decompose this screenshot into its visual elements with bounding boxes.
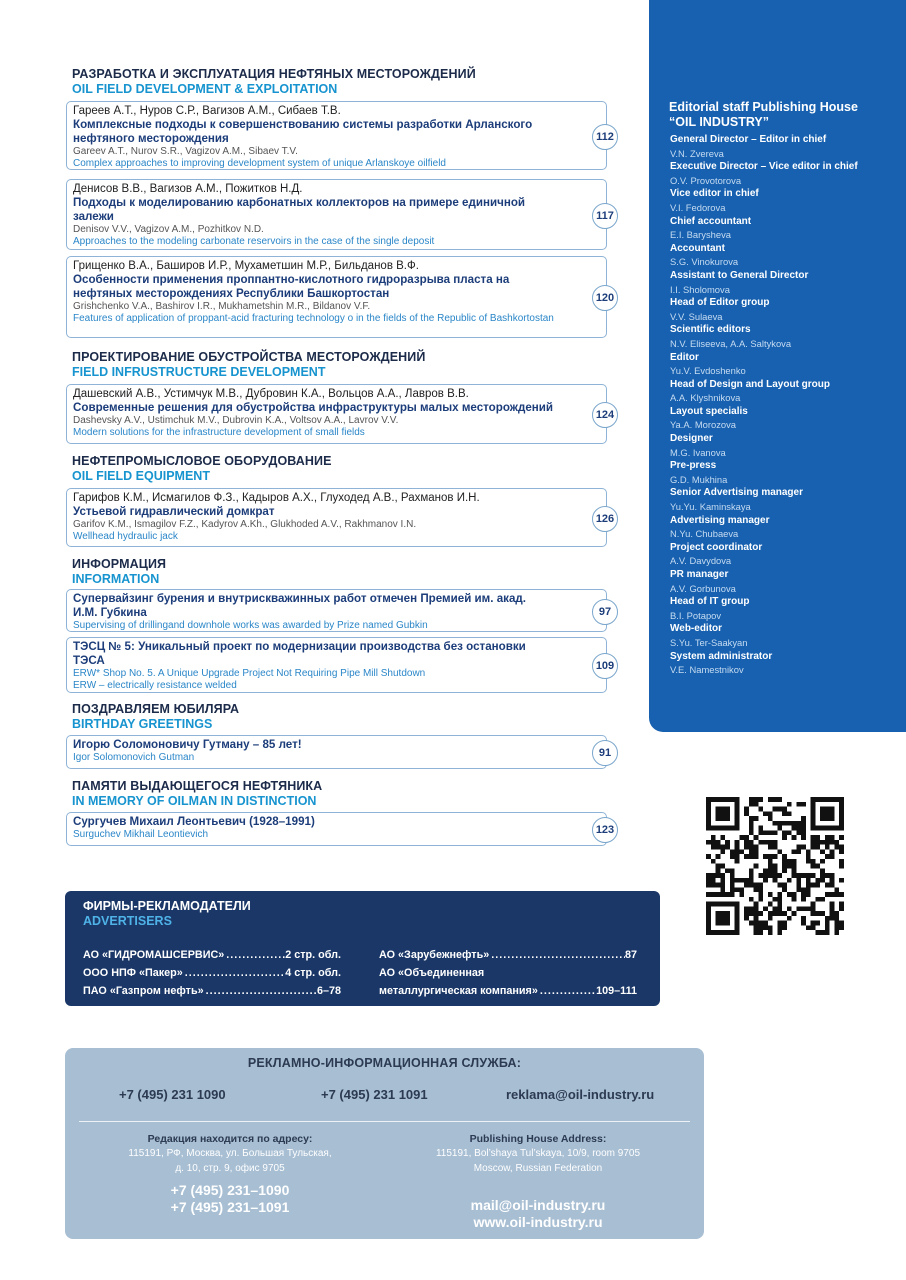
article-entry[interactable] [66, 812, 615, 846]
contact-divider [79, 1121, 690, 1122]
article-authors-en: Grishchenko V.A., Bashirov I.R., Mukhametshin M.R., Bildanov V.F. [73, 301, 371, 312]
section-header-birthday [72, 702, 612, 732]
page-number-badge[interactable]: 91 [592, 740, 618, 766]
advertiser-row[interactable] [83, 982, 341, 1000]
website-link[interactable]: www.oil-industry.ru [473, 1214, 603, 1230]
staff-name: V.E. Namestnikov [670, 664, 744, 676]
article-authors-ru: Денисов В.В., Вагизов А.М., Пожитков Н.Д. [73, 183, 303, 195]
staff-name: V.V. Sulaeva [670, 310, 723, 322]
article-title-ru[interactable]: Особенности применения проппантно-кислотного гидроразрыва пласта на нефтяных месторождениях Республики Башкортостан [73, 273, 510, 300]
advertiser-page: 109–111 [596, 985, 637, 997]
staff-name: M.G. Ivanova [670, 446, 726, 458]
article-authors-ru: Грищенко В.А., Баширов И.Р., Мухаметшин М.Р., Бильданов В.Ф. [73, 260, 419, 272]
staff-role: Head of Design and Layout group [670, 378, 831, 390]
article-title-ru[interactable]: Комплексные подходы к совершенствованию системы разработки Арланского нефтяного месторождения [73, 118, 533, 145]
staff-role: Project coordinator [670, 541, 763, 553]
staff-role: Head of IT group [670, 596, 750, 608]
staff-name: V.I. Fedorova [670, 201, 726, 213]
staff-role: Senior Advertising manager [670, 487, 803, 499]
staff-role: Head of Editor group [670, 297, 770, 309]
advertiser-row[interactable] [83, 964, 341, 982]
staff-role: General Director – Editor in chief [670, 134, 827, 145]
section-title-ru: ПРОЕКТИРОВАНИЕ ОБУСТРОЙСТВА МЕСТОРОЖДЕНИЙ [72, 350, 426, 364]
staff-name: O.V. Provotorova [670, 174, 742, 186]
article-entry[interactable] [66, 589, 612, 632]
staff-name: A.A. Klyshnikova [670, 392, 741, 404]
article-title-ru[interactable]: Супервайзинг бурения и внутрискважинных работ отмечен Премией им. акад. И.М. Губкина [73, 592, 526, 619]
section-header-development [72, 67, 612, 97]
advertiser-page: 87 [624, 949, 637, 961]
section-title-en: INFORMATION [72, 572, 160, 586]
advertiser-name: АО «Зарубежнефть» [379, 949, 490, 961]
section-title-en: OIL FIELD EQUIPMENT [72, 469, 210, 483]
staff-role: PR manager [670, 569, 729, 580]
publishing-address-en [393, 1132, 683, 1231]
mail-link[interactable]: mail@oil-industry.ru [470, 1197, 606, 1213]
editorial-phone[interactable]: +7 (495) 231–1091 [170, 1199, 290, 1215]
staff-role: System administrator [670, 650, 773, 662]
address-heading-ru: Редакция находится по адресу: [147, 1133, 313, 1145]
staff-role: Designer [670, 433, 713, 445]
page-number-badge[interactable]: 117 [592, 203, 618, 229]
staff-name: A.V. Gorbunova [670, 582, 736, 594]
article-entry[interactable] [66, 101, 614, 170]
page-number-badge[interactable]: 112 [592, 124, 618, 150]
article-title-ru[interactable]: Устьевой гидравлический домкрат [73, 505, 275, 518]
article-title-en[interactable]: Wellhead hydraulic jack [73, 531, 178, 542]
editorial-staff-list [670, 133, 900, 677]
advertiser-page: 6–78 [316, 985, 341, 997]
staff-name: B.I. Potapov [670, 609, 722, 621]
advertiser-page: 2 стр. обл. [285, 949, 341, 961]
staff-name: V.N. Zvereva [670, 147, 724, 159]
staff-name: S.G. Vinokurova [670, 256, 739, 268]
article-title-en[interactable]: Features of application of proppant-acid fracturing technology o in the fields of the Republic of Bashkortostan [73, 313, 554, 324]
article-entry[interactable] [66, 735, 612, 769]
advertiser-name: металлургическая компания» [379, 985, 538, 997]
qr-code-icon[interactable] [706, 797, 844, 935]
article-title-en[interactable]: Igor Solomonovich Gutman [73, 752, 195, 763]
page-number-badge[interactable]: 109 [592, 653, 618, 679]
staff-role: Editor [670, 351, 699, 363]
article-authors-ru: Гарифов К.М., Исмагилов Ф.З., Кадыров А.Х., Глуходед А.В., Рахманов И.Н. [73, 492, 480, 504]
article-authors-ru: Гареев А.Т., Нуров С.Р., Вагизов А.М., Сибаев Т.В. [73, 105, 341, 117]
advertiser-row[interactable] [379, 964, 637, 982]
advertiser-name: ПАО «Газпром нефть» [83, 985, 204, 997]
advertiser-name: ООО НПФ «Пакер» [83, 967, 183, 979]
editorial-staff-panel [649, 0, 906, 732]
article-authors-en: Gareev A.T., Nurov S.R., Vagizov A.M., Sibaev T.V. [73, 146, 298, 157]
section-title-en: BIRTHDAY GREETINGS [72, 717, 213, 731]
article-title-ru[interactable]: Сургучев Михаил Леонтьевич (1928–1991) [73, 815, 315, 828]
section-title-ru: ПОЗДРАВЛЯЕМ ЮБИЛЯРА [72, 702, 240, 716]
advertiser-name: АО «Объединенная [379, 967, 485, 979]
advertiser-row[interactable] [379, 982, 637, 1000]
article-title-ru[interactable]: Игорю Соломоновичу Гутману – 85 лет! [73, 738, 302, 751]
section-title-ru: РАЗРАБОТКА И ЭКСПЛУАТАЦИЯ НЕФТЯНЫХ МЕСТОРОЖДЕНИЙ [72, 67, 476, 81]
staff-role: Assistant to General Director [670, 269, 809, 281]
advertisers-left-column [83, 946, 341, 1000]
staff-name: A.V. Davydova [670, 555, 732, 567]
section-header-equipment [72, 454, 612, 484]
editorial-address-ru [85, 1132, 375, 1216]
article-entry[interactable] [66, 637, 615, 693]
staff-role: Accountant [670, 242, 725, 254]
address-heading-en: Publishing House Address: [469, 1133, 607, 1145]
staff-role: Layout specialis [670, 405, 748, 417]
staff-name: G.D. Mukhina [670, 473, 728, 485]
staff-name: N.Yu. Chubaeva [670, 528, 739, 540]
article-entry[interactable] [66, 384, 615, 444]
article-title-en[interactable]: Supervising of drillingand downhole works was awarded by Prize named Gubkin [73, 620, 428, 631]
article-title-en[interactable]: Approaches to the modeling carbonate reservoirs in the case of the single deposit [73, 236, 435, 247]
page-number-badge[interactable]: 120 [592, 285, 618, 311]
staff-role: Advertising manager [670, 514, 770, 526]
address-line: 115191, Bol’shaya Tul’skaya, 10/9, room 9705 [435, 1148, 641, 1159]
address-line: д. 10, стр. 9, офис 9705 [175, 1163, 285, 1174]
editorial-heading [669, 100, 858, 130]
article-entry[interactable] [66, 488, 615, 547]
advertiser-name: АО «ГИДРОМАШСЕРВИС» [83, 949, 225, 961]
staff-role: Scientific editors [670, 324, 751, 336]
advertising-email-link[interactable]: reklama@oil-industry.ru [506, 1087, 655, 1102]
article-title-ru[interactable]: Подходы к моделированию карбонатных коллекторов на примере единичной залежи [73, 196, 526, 223]
section-title-en: FIELD INFRUSTRUCTURE DEVELOPMENT [72, 365, 326, 379]
advertisers-box [65, 891, 660, 1006]
article-title-ru[interactable]: ТЭСЦ № 5: Уникальный проект по модернизации производства без остановки ТЭСА [73, 640, 526, 667]
article-title-en[interactable]: Surguchev Mikhail Leontievich [73, 829, 209, 840]
staff-name: N.V. Eliseeva, A.A. Saltykova [670, 337, 792, 349]
staff-name: Yu.Yu. Kaminskaya [670, 501, 751, 513]
staff-role: Executive Director – Vice editor in chief [670, 161, 858, 173]
advertisers-right-column [379, 946, 637, 1000]
section-title-en: IN MEMORY OF OILMAN IN DISTINCTION [72, 794, 317, 808]
article-authors-en: Garifov K.M., Ismagilov F.Z., Kadyrov A.Kh., Glukhoded A.V., Rakhmanov I.N. [73, 519, 417, 530]
editorial-heading-line1: Editorial staff Publishing House [669, 100, 858, 114]
advertiser-row[interactable] [83, 946, 341, 964]
section-header-information [72, 557, 612, 587]
article-entry[interactable] [66, 256, 615, 338]
editorial-phone[interactable]: +7 (495) 231–1090 [170, 1182, 290, 1198]
staff-name: I.I. Sholomova [670, 283, 730, 295]
article-footnote-en: ERW – electrically resistance welded [73, 680, 237, 691]
staff-name: S.Yu. Ter-Saakyan [670, 636, 748, 648]
article-title-en[interactable]: Complex approaches to improving development system of unique Arlanskoye oilfield [73, 158, 446, 169]
section-title-ru: ПАМЯТИ ВЫДАЮЩЕГОСЯ НЕФТЯНИКА [72, 779, 323, 793]
staff-role: Web-editor [670, 623, 723, 635]
advertisers-title: ФИРМЫ-РЕКЛАМОДАТЕЛИ [83, 899, 251, 913]
advertisers-subtitle: ADVERTISERS [83, 914, 172, 928]
advertiser-page: 4 стр. обл. [285, 967, 341, 979]
article-authors-en: Denisov V.V., Vagizov A.M., Pozhitkov N.D. [73, 224, 264, 235]
advertiser-row[interactable] [379, 946, 637, 964]
article-title-en[interactable]: Modern solutions for the infrastructure development of small fields [73, 427, 365, 438]
advertising-service-title: РЕКЛАМНО-ИНФОРМАЦИОННАЯ СЛУЖБА: [247, 1056, 522, 1070]
staff-name: E.I. Barysheva [670, 229, 731, 241]
address-line: 115191, РФ, Москва, ул. Большая Тульская, [128, 1148, 332, 1159]
phone-1[interactable]: +7 (495) 231 1090 [119, 1087, 226, 1102]
staff-role: Chief accountant [670, 215, 752, 227]
section-title-ru: ИНФОРМАЦИЯ [72, 557, 167, 571]
section-title-ru: НЕФТЕПРОМЫСЛОВОЕ ОБОРУДОВАНИЕ [72, 454, 332, 468]
page-number-badge[interactable]: 123 [592, 817, 618, 843]
page-number-badge[interactable]: 126 [592, 506, 618, 532]
section-header-memory [72, 779, 612, 809]
contact-box [65, 1048, 704, 1239]
section-title-en: OIL FIELD DEVELOPMENT & EXPLOITATION [72, 82, 338, 96]
phone-2[interactable]: +7 (495) 231 1091 [321, 1087, 428, 1102]
article-authors-ru: Дашевский А.В., Устимчук М.В., Дубровин К.А., Вольцов А.А., Лавров В.В. [73, 388, 469, 400]
staff-role: Vice editor in chief [670, 188, 759, 200]
page-number-badge[interactable]: 97 [592, 599, 618, 625]
article-entry[interactable] [66, 179, 614, 250]
section-header-infrastructure [72, 350, 612, 380]
address-line: Moscow, Russian Federation [473, 1163, 603, 1174]
article-title-ru[interactable]: Современные решения для обустройства инфраструктуры малых месторождений [73, 401, 554, 414]
staff-name: Yu.V. Evdoshenko [670, 365, 746, 377]
staff-role: Pre-press [670, 460, 717, 472]
article-title-en[interactable]: ERW* Shop No. 5. A Unique Upgrade Project Not Requiring Pipe Mill Shutdown [73, 668, 426, 679]
article-authors-en: Dashevsky A.V., Ustimchuk M.V., Dubrovin K.A., Voltsov A.A., Lavrov V.V. [73, 415, 399, 426]
page-number-badge[interactable]: 124 [592, 402, 618, 428]
editorial-heading-line2: “OIL INDUSTRY” [669, 115, 770, 129]
staff-name: Ya.A. Morozova [670, 419, 736, 431]
